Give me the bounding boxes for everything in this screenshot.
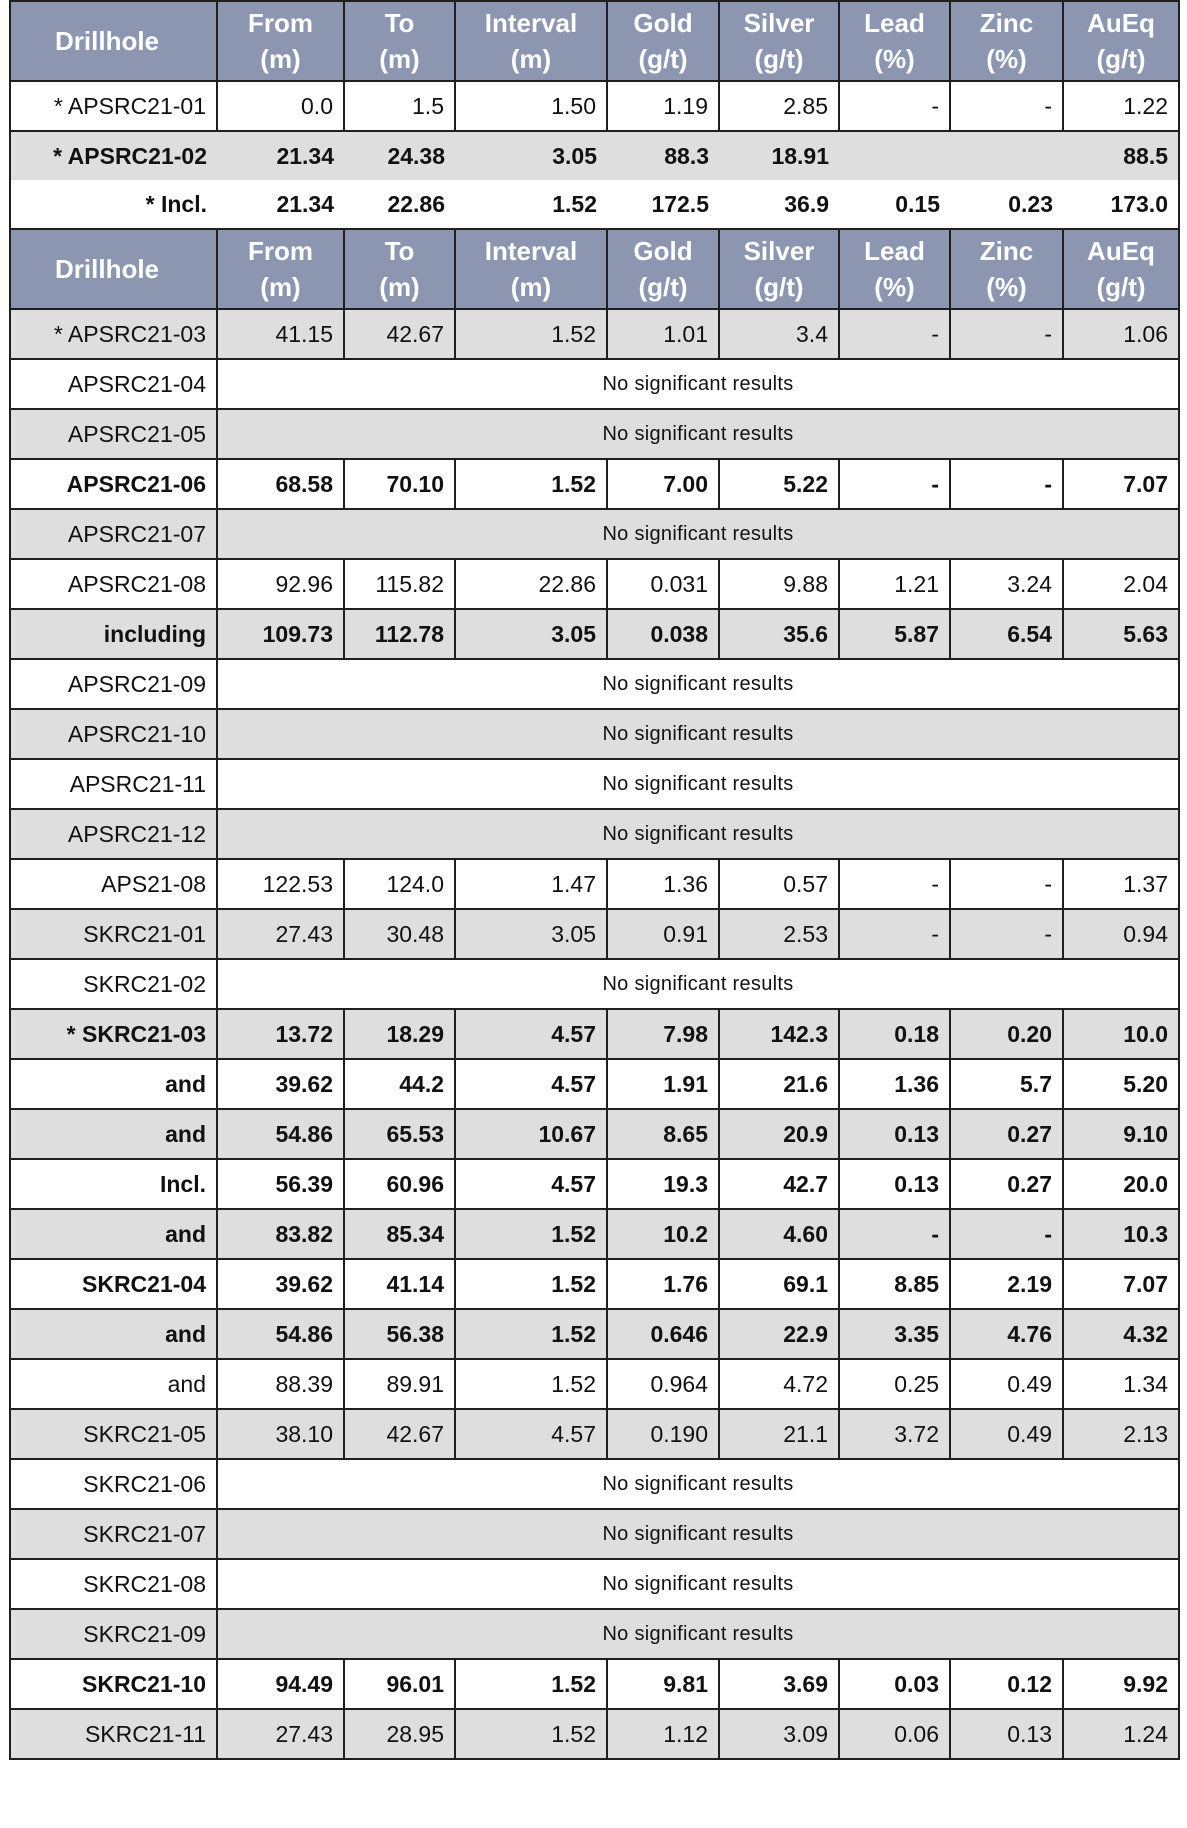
column-header-label: Zinc: [979, 236, 1034, 266]
cell-drillhole: * APSRC21-01: [10, 81, 217, 131]
table-header-row: [10, 1, 1179, 81]
cell-silver: 4.72: [719, 1359, 839, 1409]
table-row: [10, 1659, 1179, 1709]
cell-aueq: 10.0: [1063, 1009, 1179, 1059]
table-body: [10, 1, 1179, 1759]
cell-aueq: 4.32: [1063, 1309, 1179, 1359]
cell-silver: 9.88: [719, 559, 839, 609]
cell-gold: 7.00: [607, 459, 719, 509]
cell-drillhole: Incl.: [10, 1159, 217, 1209]
table-row: [10, 131, 1179, 180]
cell-zinc: 6.54: [950, 609, 1063, 659]
table-row: [10, 1709, 1179, 1759]
no-significant-results-cell: No significant results: [217, 1459, 1179, 1509]
cell-silver: 4.60: [719, 1209, 839, 1259]
cell-to: 112.78: [344, 609, 455, 659]
no-significant-results-cell: No significant results: [217, 1509, 1179, 1559]
table-row: [10, 81, 1179, 131]
table-row: [10, 909, 1179, 959]
cell-zinc: -: [950, 909, 1063, 959]
cell-to: 60.96: [344, 1159, 455, 1209]
cell-to: 65.53: [344, 1109, 455, 1159]
column-header-to: [344, 1, 455, 81]
cell-drillhole: SKRC21-05: [10, 1409, 217, 1459]
table-row: [10, 1209, 1179, 1259]
cell-silver: 42.7: [719, 1159, 839, 1209]
cell-interval: 1.52: [455, 1259, 607, 1309]
cell-zinc: [950, 131, 1063, 180]
column-header-unit: (%): [986, 272, 1027, 302]
cell-aueq: 10.3: [1063, 1209, 1179, 1259]
column-header-lead: [839, 229, 950, 309]
cell-silver: 36.9: [719, 180, 839, 229]
cell-lead: 3.35: [839, 1309, 950, 1359]
cell-silver: 3.09: [719, 1709, 839, 1759]
no-significant-results-cell: No significant results: [217, 359, 1179, 409]
cell-to: 56.38: [344, 1309, 455, 1359]
cell-gold: 0.190: [607, 1409, 719, 1459]
cell-lead: 3.72: [839, 1409, 950, 1459]
cell-gold: 19.3: [607, 1159, 719, 1209]
column-header-label: AuEq: [1087, 8, 1155, 38]
column-header-label: From: [248, 236, 313, 266]
cell-lead: 0.25: [839, 1359, 950, 1409]
cell-lead: 8.85: [839, 1259, 950, 1309]
cell-from: 54.86: [217, 1109, 344, 1159]
table-row: [10, 1309, 1179, 1359]
table-row: [10, 659, 1179, 709]
cell-silver: 69.1: [719, 1259, 839, 1309]
cell-gold: 10.2: [607, 1209, 719, 1259]
column-header-silver: [719, 229, 839, 309]
no-significant-results-cell: No significant results: [217, 1559, 1179, 1609]
cell-drillhole: and: [10, 1359, 217, 1409]
cell-drillhole: APSRC21-11: [10, 759, 217, 809]
cell-aueq: 0.94: [1063, 909, 1179, 959]
table-row: [10, 409, 1179, 459]
column-header-label: Gold: [633, 8, 693, 38]
cell-zinc: 0.12: [950, 1659, 1063, 1709]
table-row: [10, 759, 1179, 809]
table-row: [10, 1109, 1179, 1159]
cell-interval: 4.57: [455, 1159, 607, 1209]
cell-lead: -: [839, 859, 950, 909]
cell-aueq: 9.92: [1063, 1659, 1179, 1709]
column-header-aueq: [1063, 1, 1179, 81]
cell-interval: 3.05: [455, 609, 607, 659]
cell-interval: 1.52: [455, 1359, 607, 1409]
cell-silver: 18.91: [719, 131, 839, 180]
cell-drillhole: and: [10, 1209, 217, 1259]
cell-interval: 1.47: [455, 859, 607, 909]
cell-drillhole: SKRC21-04: [10, 1259, 217, 1309]
cell-interval: 22.86: [455, 559, 607, 609]
cell-aueq: 2.04: [1063, 559, 1179, 609]
table-row: [10, 1359, 1179, 1409]
cell-to: 42.67: [344, 309, 455, 359]
cell-gold: 0.031: [607, 559, 719, 609]
column-header-from: [217, 1, 344, 81]
cell-drillhole: SKRC21-11: [10, 1709, 217, 1759]
cell-from: 83.82: [217, 1209, 344, 1259]
cell-from: 21.34: [217, 180, 344, 229]
table-row: [10, 309, 1179, 359]
no-significant-results-cell: No significant results: [217, 759, 1179, 809]
column-header-interval: [455, 229, 607, 309]
column-header-drillhole: [10, 1, 217, 81]
cell-interval: 1.52: [455, 1659, 607, 1709]
table-row: [10, 1559, 1179, 1609]
table-row: [10, 459, 1179, 509]
table-row: [10, 709, 1179, 759]
column-header-label: AuEq: [1087, 236, 1155, 266]
cell-drillhole: and: [10, 1059, 217, 1109]
column-header-zinc: [950, 1, 1063, 81]
cell-to: 89.91: [344, 1359, 455, 1409]
cell-to: 96.01: [344, 1659, 455, 1709]
cell-from: 39.62: [217, 1259, 344, 1309]
cell-aueq: 7.07: [1063, 1259, 1179, 1309]
cell-drillhole: * APSRC21-03: [10, 309, 217, 359]
no-significant-results-cell: No significant results: [217, 709, 1179, 759]
cell-silver: 3.69: [719, 1659, 839, 1709]
cell-lead: -: [839, 309, 950, 359]
column-header-unit: (g/t): [638, 272, 688, 302]
cell-from: 122.53: [217, 859, 344, 909]
cell-silver: 142.3: [719, 1009, 839, 1059]
cell-interval: 1.52: [455, 459, 607, 509]
cell-interval: 4.57: [455, 1059, 607, 1109]
cell-zinc: -: [950, 81, 1063, 131]
column-header-label: Interval: [484, 8, 578, 38]
cell-drillhole: APSRC21-08: [10, 559, 217, 609]
cell-from: 109.73: [217, 609, 344, 659]
cell-drillhole: SKRC21-09: [10, 1609, 217, 1659]
column-header-aueq: [1063, 229, 1179, 309]
cell-gold: 8.65: [607, 1109, 719, 1159]
column-header-unit: (g/t): [754, 272, 804, 302]
cell-from: 54.86: [217, 1309, 344, 1359]
cell-lead: 0.18: [839, 1009, 950, 1059]
cell-aueq: 1.24: [1063, 1709, 1179, 1759]
cell-zinc: 0.23: [950, 180, 1063, 229]
table-row: [10, 1259, 1179, 1309]
cell-silver: 22.9: [719, 1309, 839, 1359]
cell-gold: 1.12: [607, 1709, 719, 1759]
column-header-label: Lead: [864, 236, 925, 266]
cell-aueq: 173.0: [1063, 180, 1179, 229]
cell-silver: 20.9: [719, 1109, 839, 1159]
cell-zinc: 0.27: [950, 1159, 1063, 1209]
cell-drillhole: and: [10, 1309, 217, 1359]
column-header-unit: (%): [986, 44, 1027, 74]
cell-lead: 1.36: [839, 1059, 950, 1109]
cell-from: 0.0: [217, 81, 344, 131]
column-header-zinc: [950, 229, 1063, 309]
cell-interval: 1.50: [455, 81, 607, 131]
cell-gold: 7.98: [607, 1009, 719, 1059]
column-header-unit: (m): [510, 44, 552, 74]
cell-to: 30.48: [344, 909, 455, 959]
cell-silver: 35.6: [719, 609, 839, 659]
cell-zinc: -: [950, 309, 1063, 359]
cell-aueq: 1.06: [1063, 309, 1179, 359]
column-header-unit: (g/t): [1096, 272, 1146, 302]
cell-from: 56.39: [217, 1159, 344, 1209]
cell-interval: 10.67: [455, 1109, 607, 1159]
cell-drillhole: * SKRC21-03: [10, 1009, 217, 1059]
column-header-label: Silver: [743, 8, 815, 38]
cell-to: 1.5: [344, 81, 455, 131]
cell-lead: 0.15: [839, 180, 950, 229]
cell-lead: -: [839, 909, 950, 959]
table-row: [10, 1059, 1179, 1109]
cell-zinc: 4.76: [950, 1309, 1063, 1359]
cell-to: 85.34: [344, 1209, 455, 1259]
cell-aueq: 20.0: [1063, 1159, 1179, 1209]
cell-zinc: 5.7: [950, 1059, 1063, 1109]
table-row: [10, 359, 1179, 409]
no-significant-results-cell: No significant results: [217, 959, 1179, 1009]
cell-aueq: 88.5: [1063, 131, 1179, 180]
column-header-label: From: [248, 8, 313, 38]
cell-drillhole: * APSRC21-02: [10, 131, 217, 180]
cell-lead: [839, 131, 950, 180]
column-header-unit: (%): [874, 272, 915, 302]
cell-drillhole: and: [10, 1109, 217, 1159]
cell-gold: 0.91: [607, 909, 719, 959]
cell-lead: 0.06: [839, 1709, 950, 1759]
column-header-label: Drillhole: [55, 254, 160, 284]
table-row: [10, 609, 1179, 659]
cell-interval: 3.05: [455, 909, 607, 959]
column-header-unit: (m): [260, 272, 301, 302]
cell-gold: 1.76: [607, 1259, 719, 1309]
cell-gold: 88.3: [607, 131, 719, 180]
cell-gold: 1.36: [607, 859, 719, 909]
drill-results-table: [9, 0, 1180, 1760]
cell-zinc: 0.27: [950, 1109, 1063, 1159]
cell-drillhole: APSRC21-12: [10, 809, 217, 859]
cell-silver: 21.6: [719, 1059, 839, 1109]
no-significant-results-cell: No significant results: [217, 509, 1179, 559]
column-header-from: [217, 229, 344, 309]
cell-from: 88.39: [217, 1359, 344, 1409]
cell-from: 27.43: [217, 909, 344, 959]
cell-from: 21.34: [217, 131, 344, 180]
cell-zinc: 0.49: [950, 1409, 1063, 1459]
cell-aueq: 7.07: [1063, 459, 1179, 509]
cell-silver: 21.1: [719, 1409, 839, 1459]
cell-drillhole: SKRC21-01: [10, 909, 217, 959]
cell-to: 42.67: [344, 1409, 455, 1459]
cell-lead: 1.21: [839, 559, 950, 609]
cell-from: 13.72: [217, 1009, 344, 1059]
table-row: [10, 1159, 1179, 1209]
table-row: [10, 1609, 1179, 1659]
column-header-label: To: [384, 236, 415, 266]
column-header-label: Lead: [864, 8, 925, 38]
column-header-lead: [839, 1, 950, 81]
cell-lead: 0.03: [839, 1659, 950, 1709]
cell-aueq: 5.63: [1063, 609, 1179, 659]
cell-from: 38.10: [217, 1409, 344, 1459]
column-header-silver: [719, 1, 839, 81]
cell-aueq: 1.37: [1063, 859, 1179, 909]
cell-interval: 1.52: [455, 1209, 607, 1259]
cell-drillhole: APSRC21-09: [10, 659, 217, 709]
cell-drillhole: SKRC21-06: [10, 1459, 217, 1509]
cell-from: 41.15: [217, 309, 344, 359]
cell-from: 92.96: [217, 559, 344, 609]
cell-drillhole: APSRC21-06: [10, 459, 217, 509]
column-header-unit: (m): [379, 272, 420, 302]
cell-from: 68.58: [217, 459, 344, 509]
table-row: [10, 559, 1179, 609]
cell-drillhole: SKRC21-02: [10, 959, 217, 1009]
cell-lead: -: [839, 459, 950, 509]
cell-lead: 5.87: [839, 609, 950, 659]
table-row: [10, 809, 1179, 859]
column-header-label: Zinc: [979, 8, 1034, 38]
cell-silver: 2.85: [719, 81, 839, 131]
table-row: [10, 1409, 1179, 1459]
column-header-to: [344, 229, 455, 309]
cell-zinc: 0.49: [950, 1359, 1063, 1409]
table-row: [10, 1509, 1179, 1559]
no-significant-results-cell: No significant results: [217, 659, 1179, 709]
cell-to: 124.0: [344, 859, 455, 909]
cell-aueq: 9.10: [1063, 1109, 1179, 1159]
column-header-interval: [455, 1, 607, 81]
cell-to: 115.82: [344, 559, 455, 609]
column-header-unit: (%): [874, 44, 915, 74]
column-header-unit: (m): [260, 44, 301, 74]
column-header-gold: [607, 1, 719, 81]
cell-to: 18.29: [344, 1009, 455, 1059]
cell-from: 94.49: [217, 1659, 344, 1709]
cell-lead: -: [839, 1209, 950, 1259]
table-header-row: [10, 229, 1179, 309]
cell-drillhole: APSRC21-07: [10, 509, 217, 559]
column-header-gold: [607, 229, 719, 309]
cell-drillhole: SKRC21-07: [10, 1509, 217, 1559]
no-significant-results-cell: No significant results: [217, 1609, 1179, 1659]
cell-to: 28.95: [344, 1709, 455, 1759]
table-row: [10, 959, 1179, 1009]
drill-results-document: [9, 0, 1178, 1760]
cell-lead: -: [839, 81, 950, 131]
cell-to: 70.10: [344, 459, 455, 509]
cell-interval: 1.52: [455, 1709, 607, 1759]
column-header-unit: (g/t): [1096, 44, 1146, 74]
cell-gold: 0.964: [607, 1359, 719, 1409]
cell-gold: 172.5: [607, 180, 719, 229]
cell-gold: 0.646: [607, 1309, 719, 1359]
cell-interval: 1.52: [455, 309, 607, 359]
cell-drillhole: APSRC21-05: [10, 409, 217, 459]
column-header-label: Interval: [484, 236, 578, 266]
no-significant-results-cell: No significant results: [217, 809, 1179, 859]
table-row: [10, 509, 1179, 559]
column-header-label: Gold: [633, 236, 693, 266]
no-significant-results-cell: No significant results: [217, 409, 1179, 459]
cell-gold: 0.038: [607, 609, 719, 659]
cell-zinc: 0.20: [950, 1009, 1063, 1059]
column-header-label: Drillhole: [55, 26, 160, 56]
cell-drillhole: * Incl.: [10, 180, 217, 229]
cell-zinc: 3.24: [950, 559, 1063, 609]
cell-aueq: 1.22: [1063, 81, 1179, 131]
cell-gold: 1.91: [607, 1059, 719, 1109]
cell-lead: 0.13: [839, 1109, 950, 1159]
cell-lead: 0.13: [839, 1159, 950, 1209]
cell-gold: 1.01: [607, 309, 719, 359]
cell-silver: 2.53: [719, 909, 839, 959]
cell-drillhole: including: [10, 609, 217, 659]
cell-aueq: 5.20: [1063, 1059, 1179, 1109]
cell-zinc: -: [950, 1209, 1063, 1259]
cell-to: 41.14: [344, 1259, 455, 1309]
cell-gold: 1.19: [607, 81, 719, 131]
cell-zinc: 0.13: [950, 1709, 1063, 1759]
table-row: [10, 859, 1179, 909]
column-header-label: To: [384, 8, 415, 38]
table-row: [10, 1009, 1179, 1059]
cell-interval: 1.52: [455, 180, 607, 229]
cell-to: 24.38: [344, 131, 455, 180]
table-row: [10, 1459, 1179, 1509]
column-header-label: Silver: [743, 236, 815, 266]
cell-interval: 4.57: [455, 1009, 607, 1059]
cell-drillhole: APSRC21-10: [10, 709, 217, 759]
cell-silver: 0.57: [719, 859, 839, 909]
cell-drillhole: SKRC21-10: [10, 1659, 217, 1709]
cell-to: 44.2: [344, 1059, 455, 1109]
cell-drillhole: APS21-08: [10, 859, 217, 909]
cell-interval: 1.52: [455, 1309, 607, 1359]
table-row: [10, 180, 1179, 229]
cell-drillhole: SKRC21-08: [10, 1559, 217, 1609]
cell-zinc: -: [950, 459, 1063, 509]
cell-zinc: 2.19: [950, 1259, 1063, 1309]
cell-zinc: -: [950, 859, 1063, 909]
cell-from: 27.43: [217, 1709, 344, 1759]
column-header-unit: (m): [510, 272, 552, 302]
cell-drillhole: APSRC21-04: [10, 359, 217, 409]
column-header-unit: (g/t): [638, 44, 688, 74]
cell-silver: 3.4: [719, 309, 839, 359]
cell-from: 39.62: [217, 1059, 344, 1109]
cell-aueq: 1.34: [1063, 1359, 1179, 1409]
cell-aueq: 2.13: [1063, 1409, 1179, 1459]
column-header-unit: (g/t): [754, 44, 804, 74]
cell-gold: 9.81: [607, 1659, 719, 1709]
cell-interval: 3.05: [455, 131, 607, 180]
column-header-unit: (m): [379, 44, 420, 74]
cell-to: 22.86: [344, 180, 455, 229]
column-header-drillhole: [10, 229, 217, 309]
cell-interval: 4.57: [455, 1409, 607, 1459]
cell-silver: 5.22: [719, 459, 839, 509]
